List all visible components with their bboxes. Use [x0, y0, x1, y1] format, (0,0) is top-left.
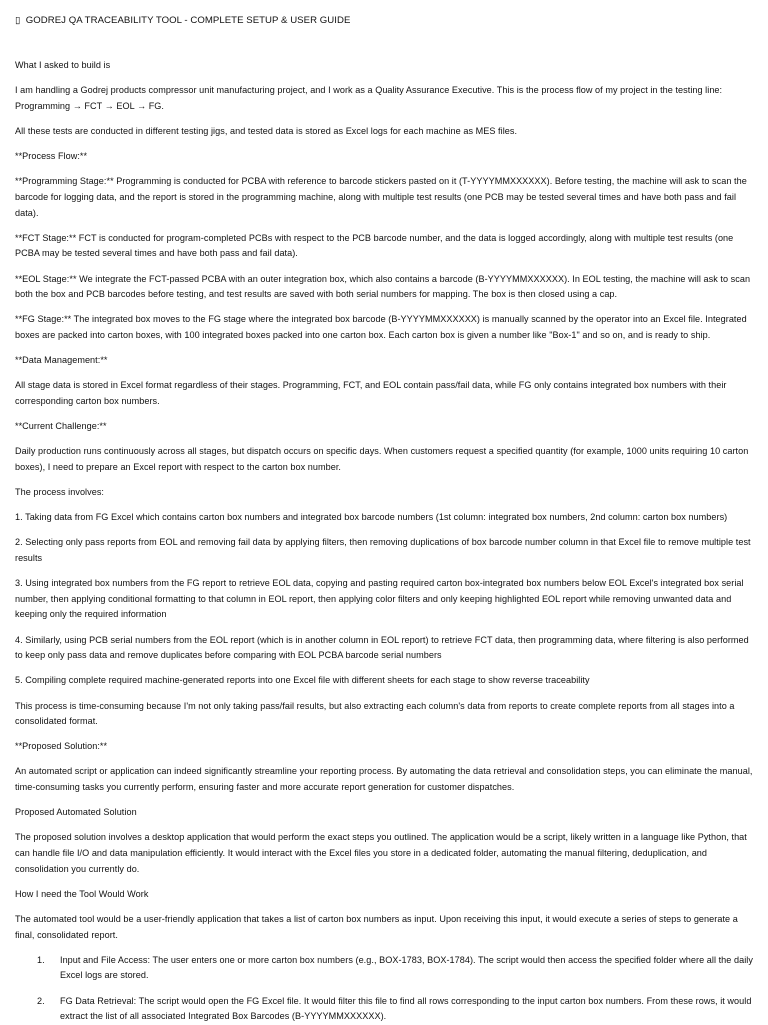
paragraph: What I asked to build is: [15, 60, 111, 70]
section-heading: **Current Challenge:**: [15, 421, 107, 432]
paragraph: **Programming Stage:** Programming is conducted for PCBA with reference to barcode stickers pasted on it (T-YYYYMMXXXXXX). Before testing, the machine will ask to scan the barcode for logging data, and the report is stored in the programming machine, along with multiple test results (one PCB may be tested several times and have both pass and fail data).: [15, 176, 747, 218]
paragraph: **EOL Stage:** We integrate the FCT-passed PCBA with an outer integration box, which also contains a barcode (B-YYYYMMXXXXXX). In EOL testing, the machine will ask to scan both the box and PCB barcodes before testing, and test results are saved with both serial numbers for mapping. The box is then closed using a cap.: [15, 273, 751, 300]
process-step: 1. Taking data from FG Excel which contains carton box numbers and integrated box barcode numbers (1st column: integrated box numbers, 2nd column: carton box numbers): [15, 512, 728, 523]
document-title-text: GODREJ QA TRACEABILITY TOOL - COMPLETE SETUP & USER GUIDE: [25, 15, 351, 26]
list-item-number: 1.: [37, 954, 45, 965]
section-heading: Proposed Automated Solution: [15, 807, 137, 818]
paragraph: I am handling a Godrej products compressor unit manufacturing project, and I work as a Quality Assurance Executive. This is the process flow of my project in the testing line: Programming → FCT → EOL → FG.: [15, 85, 723, 111]
list-item-text: FG Data Retrieval: The script would open the FG Excel file. It would filter this file to find all rows corresponding to the input carton box numbers. From these rows, it would extract the list of all associated Integrated Box Barcodes (B-YYYYMMXXXXXX).: [60, 995, 752, 1022]
list-item: [15, 953, 754, 984]
process-step: 2. Selecting only pass reports from EOL and removing fail data by applying filters, then removing duplications of box barcode number column in that Excel file to remove multiple test results: [15, 537, 751, 563]
paragraph: **FCT Stage:** FCT is conducted for program-completed PCBs with respect to the PCB barcode number, and the data is logged accordingly, along with multiple test results (one PCBA may be tested several times and have both pass and fail data).: [15, 232, 734, 259]
section-heading: How I need the Tool Would Work: [15, 888, 149, 899]
list-item: [15, 994, 754, 1025]
paragraph: **FG Stage:** The integrated box moves to the FG stage where the integrated box barcode (B-YYYYMMXXXXXX) is manually scanned by the operator into an Excel file. Integrated boxes are packed into carton boxes, with 100 integrated boxes packed into one carton box. Each carton box is given a number like "Box-1" and so on, and is ready to ship.: [15, 314, 747, 340]
process-step: 5. Compiling complete required machine-generated reports into one Excel file with different sheets for each stage to show reverse traceability: [15, 675, 590, 686]
process-step: 4. Similarly, using PCB serial numbers from the EOL report (which is in another column in EOL report) to retrieve FCT data, then programming data, where filtering is also performed to keep only pass data and remove duplicates before comparing with EOL PCBA barcode serial numbers: [15, 634, 749, 661]
paragraph: The automated tool would be a user-friendly application that takes a list of carton box numbers as input. Upon receiving this input, it would execute a series of steps to generate a final, consolidated report.: [15, 914, 738, 940]
paragraph: Daily production runs continuously across all stages, but dispatch occurs on specific days. When customers request a specified quantity (for example, 1000 units requiring 10 carton boxes), I need to prepare an Excel report with respect to the carton box number.: [15, 446, 749, 472]
tool-steps-list: [15, 953, 754, 1025]
paragraph: The process involves:: [15, 487, 104, 497]
paragraph: The proposed solution involves a desktop application that would perform the exact steps you outlined. The application would be a script, likely written in a language like Python, that can handle file I/O and data manipulation efficiently. It would interact with the Excel files you store in a dedicated folder, automating the manual filtering, deduplication, and consolidation you currently do.: [15, 832, 747, 874]
paragraph: All stage data is stored in Excel format regardless of their stages. Programming, FCT, and EOL contain pass/fail data, while FG only contains integrated box numbers with their corresponding carton box numbers.: [15, 380, 727, 406]
document-icon: ▯: [15, 15, 21, 26]
list-item-text: Input and File Access: The user enters one or more carton box numbers (e.g., BOX-1783, BOX-1784). The script would then access the specified folder where all the daily Excel logs are stored.: [60, 954, 753, 981]
paragraph: This process is time-consuming because I'm not only taking pass/fail results, but also extracting each column's data from reports to create complete reports from all stages into a consolidated format.: [15, 700, 735, 727]
process-step: 3. Using integrated box numbers from the FG report to retrieve EOL data, copying and pasting required carton box-integrated box numbers below EOL Excel's integrated box serial number, then applying conditional formatting to that column in EOL report, then applying color filters and only keeping highlighted EOL report while removing unwanted data and keeping only the required information: [15, 578, 744, 620]
section-heading: **Proposed Solution:**: [15, 741, 108, 752]
document-body: [15, 58, 754, 1025]
paragraph: All these tests are conducted in different testing jigs, and tested data is stored as Excel logs for each machine as MES files.: [15, 125, 518, 136]
section-heading: **Process Flow:**: [15, 151, 88, 162]
section-heading: **Data Management:**: [15, 355, 108, 366]
list-item-number: 2.: [37, 995, 45, 1006]
document-title: [15, 13, 754, 28]
paragraph: An automated script or application can indeed significantly streamline your reporting process. By automating the data retrieval and consolidation steps, you can eliminate the manual, time-consuming tasks you currently perform, ensuring faster and more accurate report generation for customer dispatches.: [15, 766, 753, 793]
